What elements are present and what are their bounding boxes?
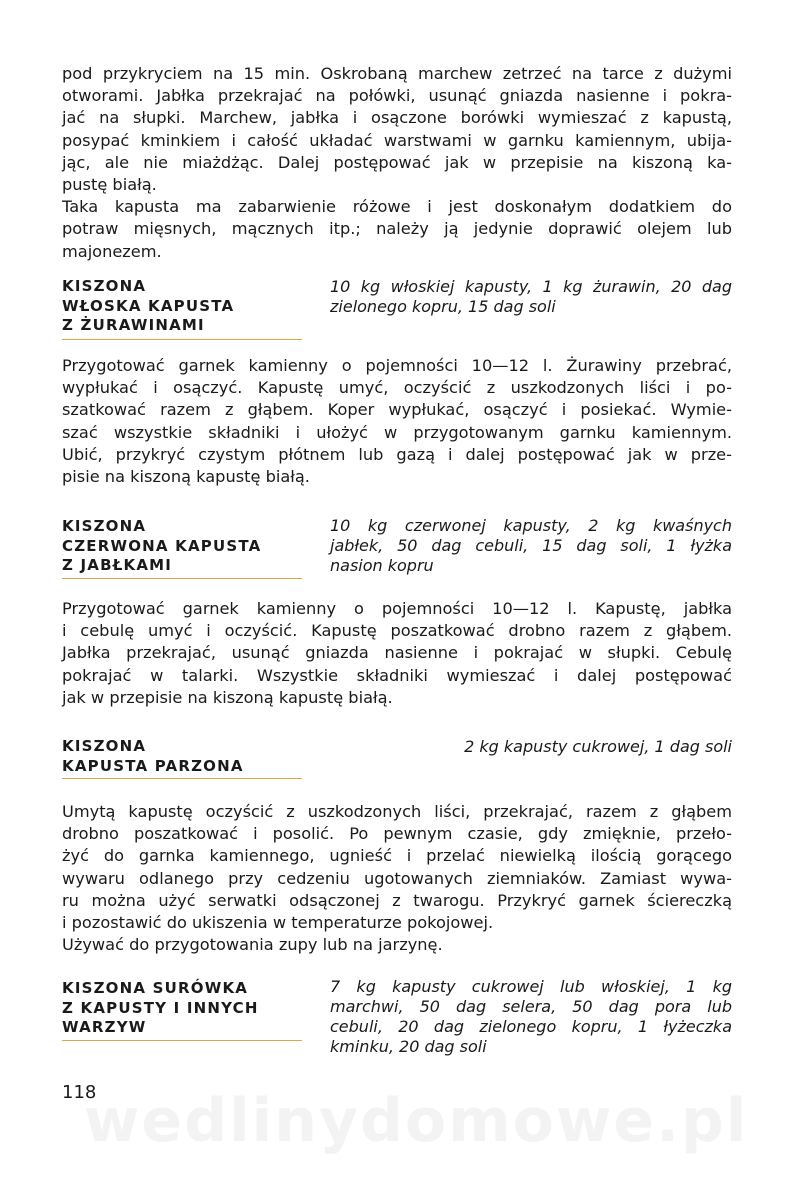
recipe-instructions: [62, 801, 732, 956]
title-line: KISZONA: [62, 277, 147, 295]
ingredients-list: [330, 516, 732, 576]
title-line: Z KAPUSTY I INNYCH: [62, 998, 259, 1017]
text-line: pod przykryciem na 15 min. Oskrobaną marchew zetrzeć na tarce z dużymi: [62, 64, 732, 83]
ingredient-line: kminku, 20 dag soli: [330, 1037, 487, 1056]
text-line: pisie na kiszoną kapustę białą.: [62, 467, 310, 487]
title-line: Z JABŁKAMI: [62, 556, 173, 574]
text-line: otworami. Jabłka przekrajać na połówki, usunąć gniazda nasienne i pokra-: [62, 86, 732, 106]
text-line: ru można użyć serwatki odsączonej z twarogu. Przykryć garnek ściereczką: [62, 890, 732, 910]
title-line: KISZONA SURÓWKA: [62, 979, 249, 997]
title-line: WŁOSKA KAPUSTA: [62, 296, 235, 315]
text-line: i pozostawić do ukiszenia w temperaturze pokojowej.: [62, 913, 494, 933]
page-number: 118: [62, 1082, 97, 1103]
title-underline: [62, 578, 302, 579]
ingredients-list: [330, 737, 732, 757]
text-line: Przygotować garnek kamienny o pojemności 10—12 l. Kapustę, jabłka: [62, 599, 732, 618]
ingredient-line: 7 kg kapusty cukrowej lub włoskiej, 1 kg: [330, 977, 732, 996]
ingredient-line: jabłek, 50 dag cebuli, 15 dag soli, 1 łyżka: [330, 536, 732, 555]
text-line: pustę białą.: [62, 175, 157, 195]
text-line: Taka kapusta ma zabarwienie różowe i jest doskonałym dodatkiem do: [62, 197, 732, 217]
ingredient-line: 2 kg kapusty cukrowej, 1 dag soli: [464, 737, 732, 756]
text-line: szać wszystkie składniki i ułożyć w przygotowanym garnku kamiennym.: [62, 422, 732, 442]
ingredients-list: [330, 977, 732, 1057]
text-line: jać na słupki. Marchew, jabłka i osączone borówki wymieszać z kapustą,: [62, 108, 732, 128]
recipe-title: [62, 517, 261, 576]
title-line: KISZONA: [62, 517, 147, 535]
text-line: jąc, ale nie miażdżąc. Dalej postępować jak w przepisie na kiszoną ka-: [62, 152, 732, 172]
text-line: jak w przepisie na kiszoną kapustę białą.: [62, 687, 393, 707]
text-line: potraw mięsnych, mącznych itp.; należy ją jedynie doprawić olejem lub: [62, 219, 732, 239]
title-underline: [62, 1040, 302, 1041]
ingredient-line: zielonego kopru, 15 dag soli: [330, 297, 556, 316]
title-line: KISZONA: [62, 737, 147, 755]
text-line: szatkować razem z głąbem. Koper wypłukać, osączyć i posiekać. Wymie-: [62, 400, 732, 420]
watermark: wedlinydomowe.pl: [84, 1086, 749, 1156]
text-line: Umytą kapustę oczyścić z uszkodzonych liści, przekrajać, razem z głąbem: [62, 802, 732, 821]
text-line: drobno poszatkować i posolić. Po pewnym czasie, gdy zmięknie, przeło-: [62, 824, 732, 844]
recipe-title: [62, 277, 234, 336]
text-line: Jabłka przekrajać, usunąć gniazda nasienne i pokrajać w słupki. Cebulę: [62, 643, 732, 663]
text-line: pokrajać w talarki. Wszystkie składniki wymieszać i dalej postępować: [62, 665, 732, 685]
text-line: wywaru odlanego przy cedzeniu ugotowanych ziemniaków. Zamiast wywa-: [62, 868, 732, 888]
title-line: Z ŻURAWINAMI: [62, 316, 205, 334]
ingredients-list: [330, 277, 732, 317]
text-line: majonezem.: [62, 241, 162, 261]
intro-paragraph: [62, 63, 732, 263]
text-line: posypać kminkiem i całość układać warstwami w garnku kamiennym, ubija-: [62, 130, 732, 150]
text-line: Przygotować garnek kamienny o pojemności 10—12 l. Żurawiny przebrać,: [62, 356, 732, 375]
ingredient-line: 10 kg czerwonej kapusty, 2 kg kwaśnych: [330, 516, 732, 535]
ingredient-line: cebuli, 20 dag zielonego kopru, 1 łyżeczka: [330, 1017, 732, 1036]
title-line: KAPUSTA PARZONA: [62, 756, 244, 775]
text-line: Używać do przygotowania zupy lub na jarzynę.: [62, 935, 443, 955]
title-line: CZERWONA KAPUSTA: [62, 536, 262, 555]
text-line: Ubić, przykryć czystym płótnem lub gazą i dalej postępować jak w prze-: [62, 444, 732, 464]
recipe-instructions: [62, 598, 732, 709]
recipe-title: [62, 737, 244, 776]
title-underline: [62, 778, 302, 779]
recipe-instructions: [62, 355, 732, 488]
ingredient-line: nasion kopru: [330, 556, 434, 575]
ingredient-line: 10 kg włoskiej kapusty, 1 kg żurawin, 20 dag: [330, 277, 732, 296]
title-line: WARZYW: [62, 1018, 147, 1036]
text-line: wypłukać i osączyć. Kapustę umyć, oczyścić z uszkodzonych liści i po-: [62, 378, 732, 398]
ingredient-line: marchwi, 50 dag selera, 50 dag pora lub: [330, 997, 732, 1016]
recipe-title: [62, 979, 259, 1038]
text-line: i cebulę umyć i oczyścić. Kapustę poszatkować drobno razem z głąbem.: [62, 621, 732, 641]
title-underline: [62, 339, 302, 340]
text-line: żyć do garnka kamiennego, ugnieść i przelać niewielką ilością gorącego: [62, 846, 732, 866]
